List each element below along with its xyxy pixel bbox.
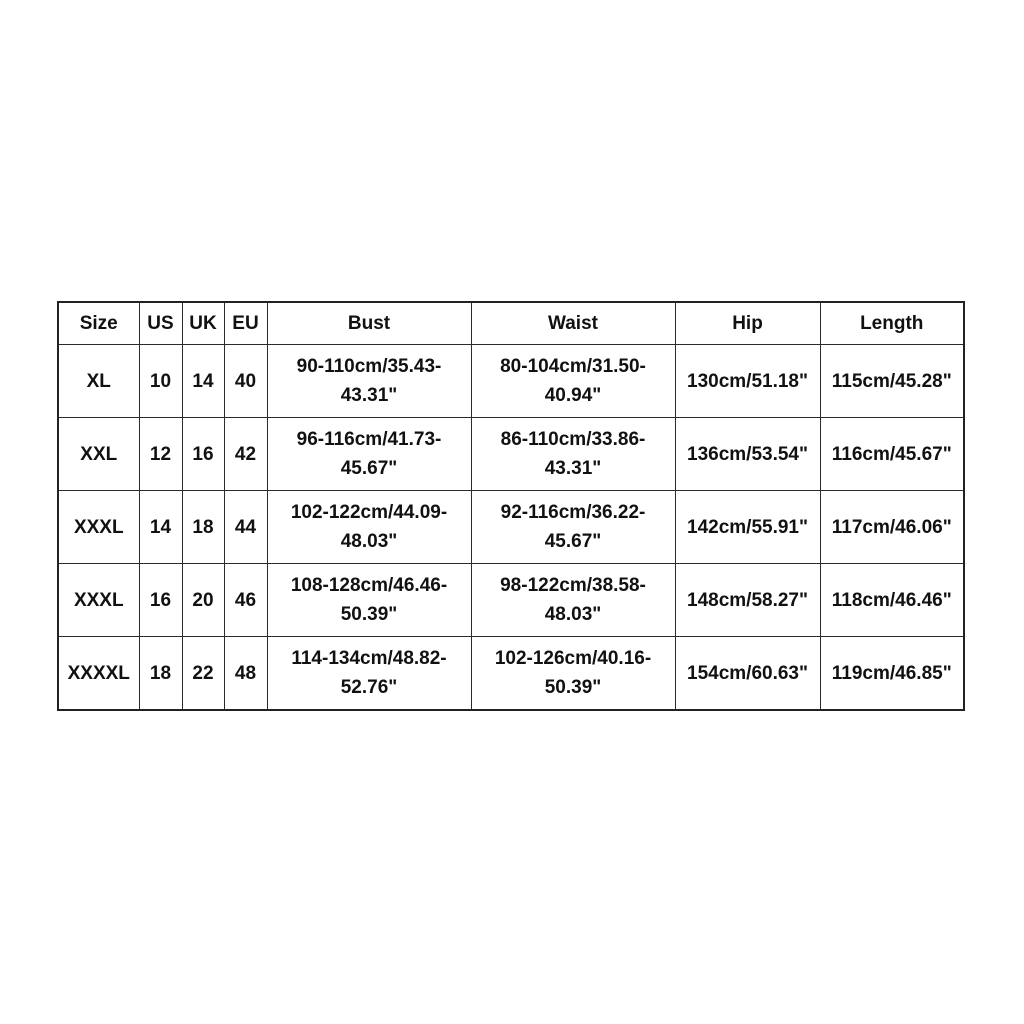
uk-cell: 14 bbox=[182, 345, 224, 418]
header-waist: Waist bbox=[471, 302, 675, 345]
size-cell: XXXL bbox=[58, 491, 139, 564]
table-row bbox=[58, 564, 964, 637]
us-cell: 14 bbox=[139, 491, 182, 564]
table-row bbox=[58, 345, 964, 418]
waist-cell: 86-110cm/33.86-43.31" bbox=[471, 418, 675, 491]
header-row bbox=[58, 302, 964, 345]
waist-cell: 92-116cm/36.22-45.67" bbox=[471, 491, 675, 564]
size-cell: XXXL bbox=[58, 564, 139, 637]
bust-cell: 108-128cm/46.46-50.39" bbox=[267, 564, 471, 637]
uk-cell: 18 bbox=[182, 491, 224, 564]
us-cell: 10 bbox=[139, 345, 182, 418]
table-row bbox=[58, 418, 964, 491]
size-chart-table bbox=[57, 301, 965, 711]
waist-cell: 80-104cm/31.50-40.94" bbox=[471, 345, 675, 418]
hip-cell: 148cm/58.27" bbox=[675, 564, 820, 637]
table-header bbox=[58, 302, 964, 345]
hip-cell: 154cm/60.63" bbox=[675, 637, 820, 711]
bust-cell: 96-116cm/41.73-45.67" bbox=[267, 418, 471, 491]
length-cell: 117cm/46.06" bbox=[820, 491, 964, 564]
us-cell: 12 bbox=[139, 418, 182, 491]
header-uk: UK bbox=[182, 302, 224, 345]
length-cell: 116cm/45.67" bbox=[820, 418, 964, 491]
table-body bbox=[58, 345, 964, 711]
length-cell: 115cm/45.28" bbox=[820, 345, 964, 418]
bust-cell: 90-110cm/35.43-43.31" bbox=[267, 345, 471, 418]
waist-cell: 102-126cm/40.16-50.39" bbox=[471, 637, 675, 711]
hip-cell: 130cm/51.18" bbox=[675, 345, 820, 418]
header-hip: Hip bbox=[675, 302, 820, 345]
size-cell: XXXXL bbox=[58, 637, 139, 711]
waist-cell: 98-122cm/38.58-48.03" bbox=[471, 564, 675, 637]
bust-cell: 114-134cm/48.82-52.76" bbox=[267, 637, 471, 711]
length-cell: 118cm/46.46" bbox=[820, 564, 964, 637]
hip-cell: 136cm/53.54" bbox=[675, 418, 820, 491]
eu-cell: 44 bbox=[224, 491, 267, 564]
us-cell: 16 bbox=[139, 564, 182, 637]
table-row bbox=[58, 637, 964, 711]
hip-cell: 142cm/55.91" bbox=[675, 491, 820, 564]
header-eu: EU bbox=[224, 302, 267, 345]
header-us: US bbox=[139, 302, 182, 345]
eu-cell: 40 bbox=[224, 345, 267, 418]
eu-cell: 48 bbox=[224, 637, 267, 711]
length-cell: 119cm/46.85" bbox=[820, 637, 964, 711]
header-bust: Bust bbox=[267, 302, 471, 345]
table-row bbox=[58, 491, 964, 564]
size-cell: XL bbox=[58, 345, 139, 418]
header-size: Size bbox=[58, 302, 139, 345]
bust-cell: 102-122cm/44.09-48.03" bbox=[267, 491, 471, 564]
size-cell: XXL bbox=[58, 418, 139, 491]
eu-cell: 42 bbox=[224, 418, 267, 491]
uk-cell: 20 bbox=[182, 564, 224, 637]
uk-cell: 16 bbox=[182, 418, 224, 491]
eu-cell: 46 bbox=[224, 564, 267, 637]
uk-cell: 22 bbox=[182, 637, 224, 711]
us-cell: 18 bbox=[139, 637, 182, 711]
header-length: Length bbox=[820, 302, 964, 345]
